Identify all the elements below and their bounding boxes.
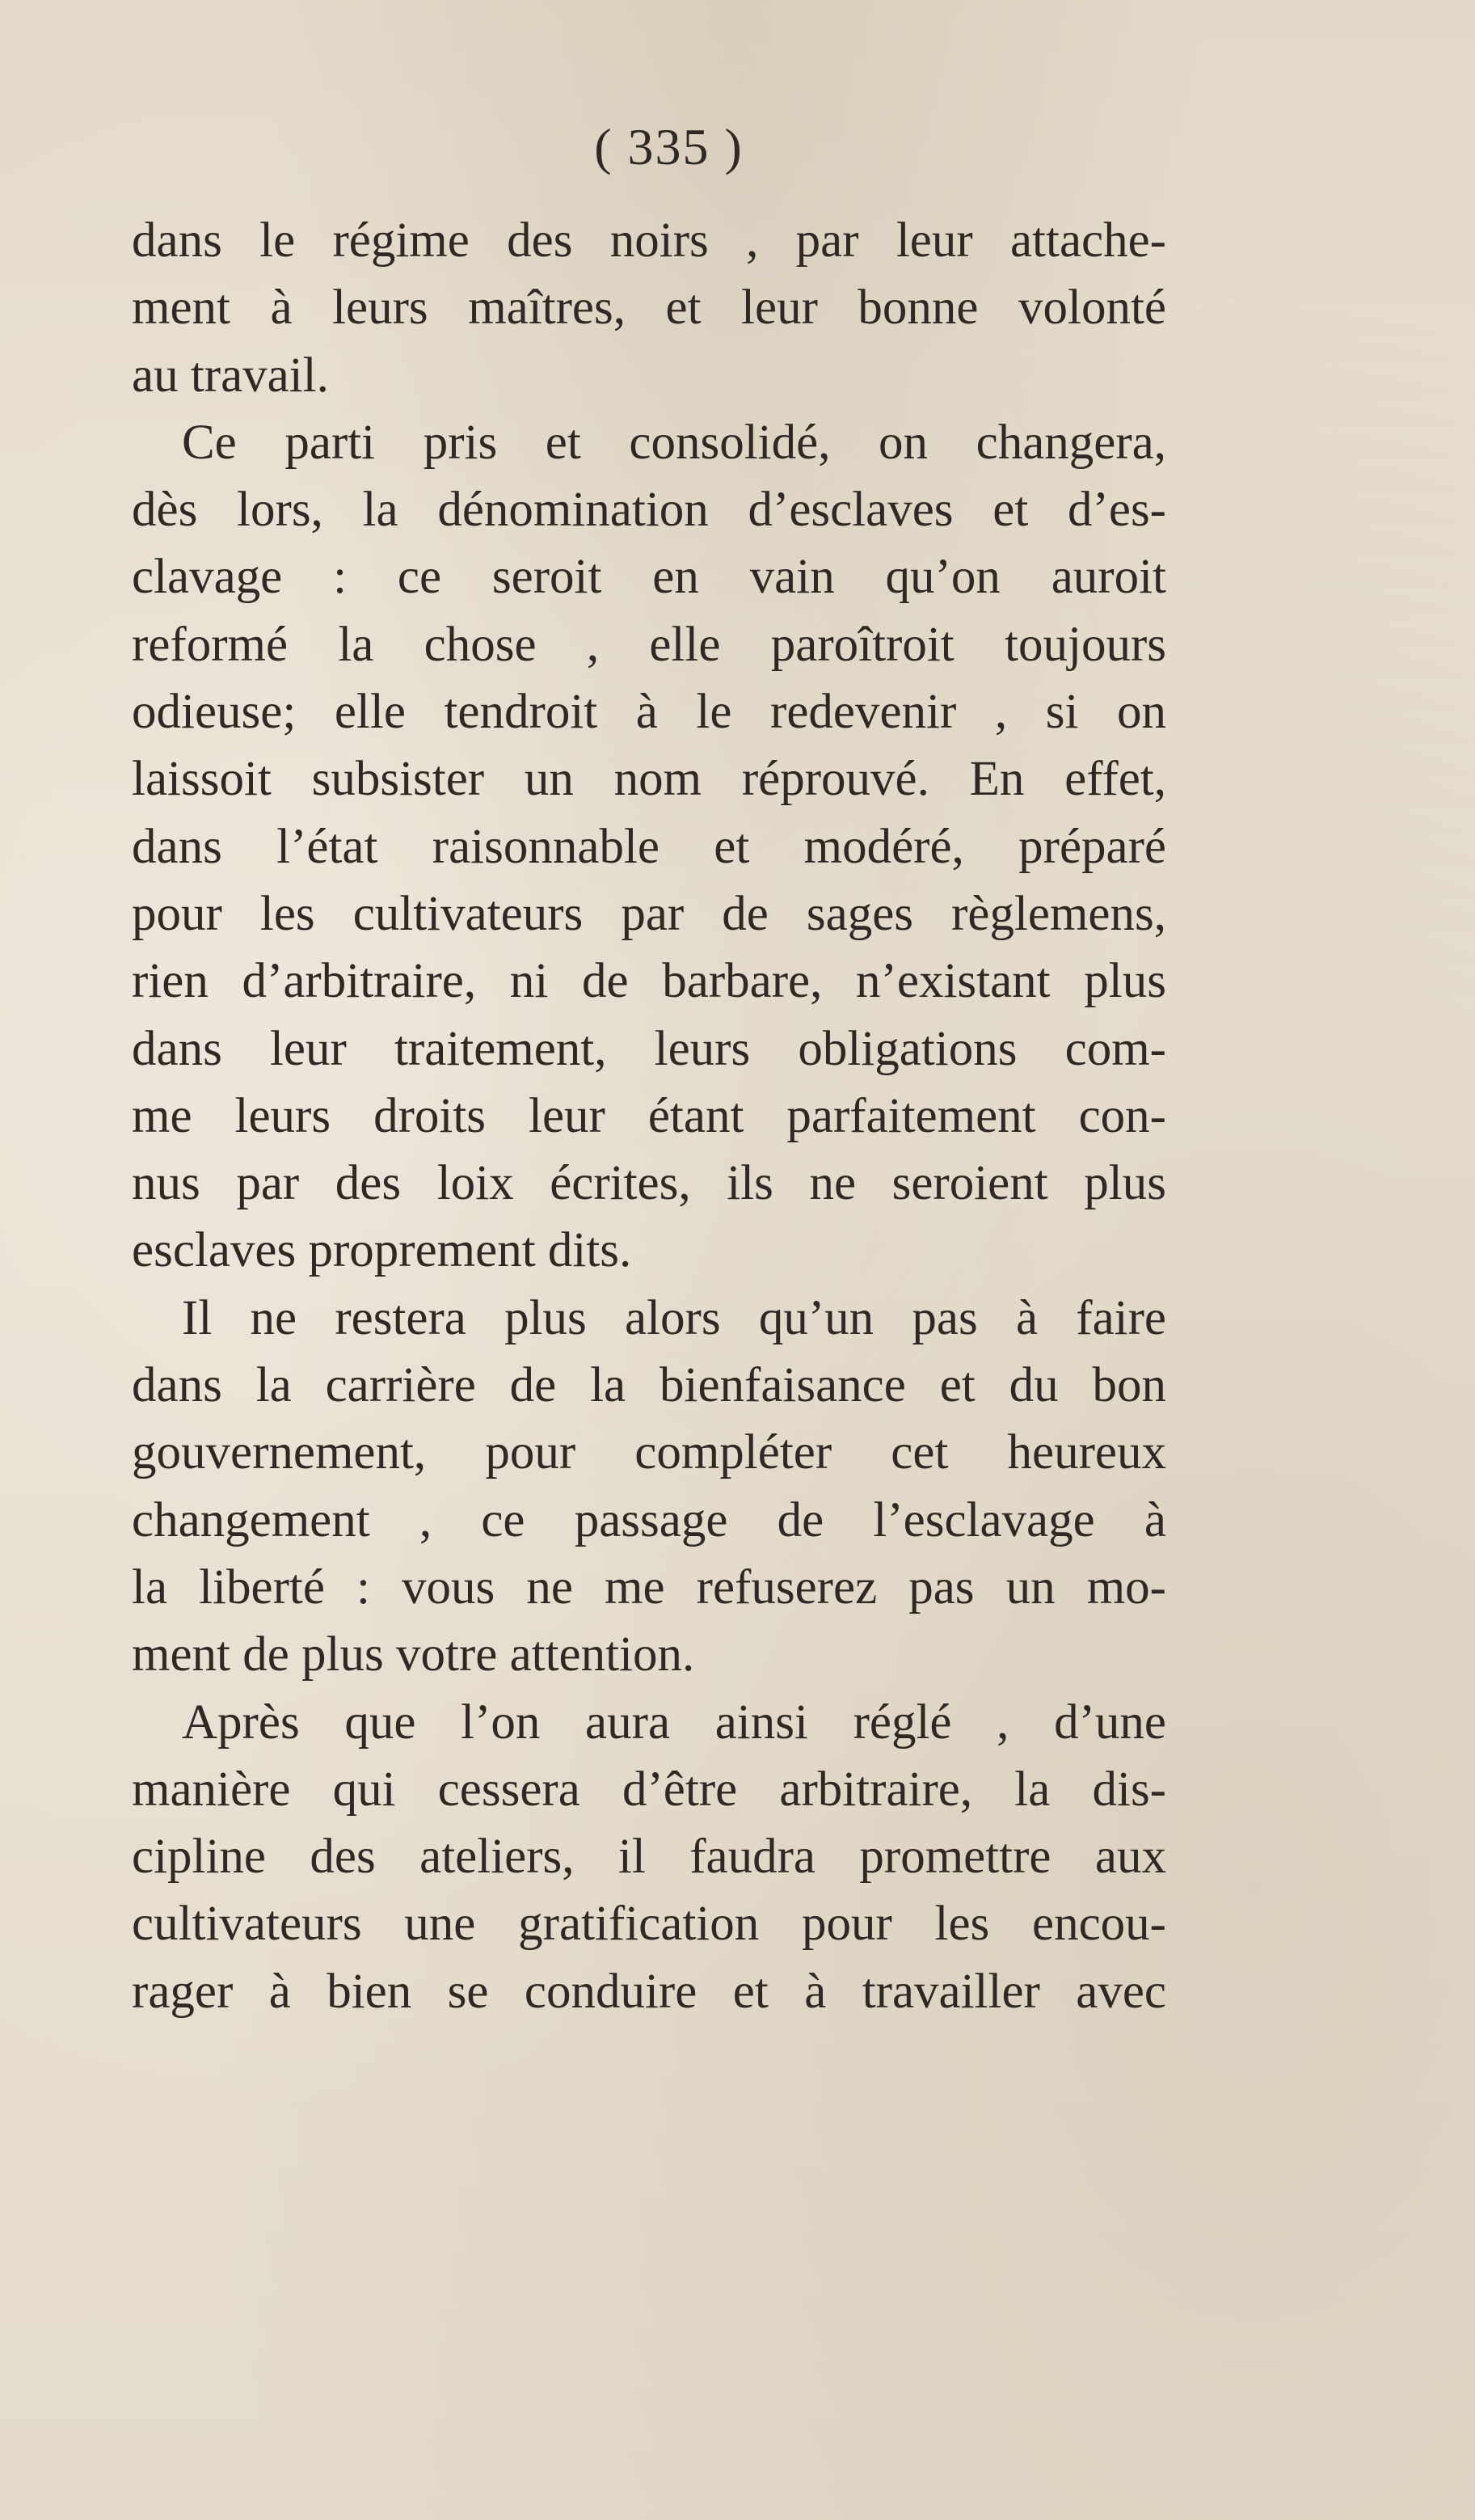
text-line: pour les cultivateurs par de sages règlemens, bbox=[132, 886, 1166, 941]
text-line: ment de plus votre attention. bbox=[132, 1627, 695, 1682]
text-line: rien d’arbitraire, ni de barbare, n’existant plus bbox=[132, 954, 1166, 1009]
text-line: dès lors, la dénomination d’esclaves et d’es- bbox=[132, 483, 1166, 538]
text-line: laissoit subsister un nom réprouvé. En effet, bbox=[132, 752, 1166, 807]
text-line: au travail. bbox=[132, 348, 329, 403]
page-header bbox=[0, 118, 1475, 175]
body-text bbox=[132, 207, 1166, 2025]
text-line: dans le régime des noirs , par leur attache- bbox=[132, 213, 1166, 268]
text-line: gouvernement, pour compléter cet heureux bbox=[132, 1425, 1166, 1480]
text-line: reformé la chose , elle paroîtroit toujours bbox=[132, 617, 1166, 672]
text-line: dans l’état raisonnable et modéré, préparé bbox=[132, 819, 1166, 874]
text-line: la liberté : vous ne me refuserez pas un mo- bbox=[132, 1560, 1166, 1615]
text-line: cultivateurs une gratification pour les encou- bbox=[132, 1897, 1166, 1952]
text-line: clavage : ce seroit en vain qu’on auroit bbox=[132, 550, 1166, 605]
text-line: cipline des ateliers, il faudra promettre aux bbox=[132, 1830, 1166, 1885]
text-line: nus par des loix écrites, ils ne seroient plus bbox=[132, 1156, 1166, 1211]
paragraph-first-line: Il ne restera plus alors qu’un pas à faire bbox=[182, 1290, 1166, 1345]
text-line: esclaves proprement dits. bbox=[132, 1223, 632, 1278]
text-line: changement , ce passage de l’esclavage à bbox=[132, 1492, 1166, 1547]
paragraph-first-line: Ce parti pris et consolidé, on changera, bbox=[182, 415, 1166, 470]
text-line: rager à bien se conduire et à travailler avec bbox=[132, 1964, 1166, 2019]
paragraph-first-line: Après que l’on aura ainsi réglé , d’une bbox=[182, 1695, 1166, 1750]
text-line: manière qui cessera d’être arbitraire, la dis- bbox=[132, 1762, 1166, 1817]
text-line: dans leur traitement, leurs obligations com- bbox=[132, 1021, 1166, 1076]
text-line: ment à leurs maîtres, et leur bonne volonté bbox=[132, 281, 1166, 336]
text-line: dans la carrière de la bienfaisance et du bon bbox=[132, 1358, 1166, 1413]
text-line: odieuse; elle tendroit à le redevenir , si on bbox=[132, 685, 1166, 740]
page-number: ( 335 ) bbox=[594, 118, 744, 175]
text-line: me leurs droits leur étant parfaitement con- bbox=[132, 1088, 1166, 1143]
